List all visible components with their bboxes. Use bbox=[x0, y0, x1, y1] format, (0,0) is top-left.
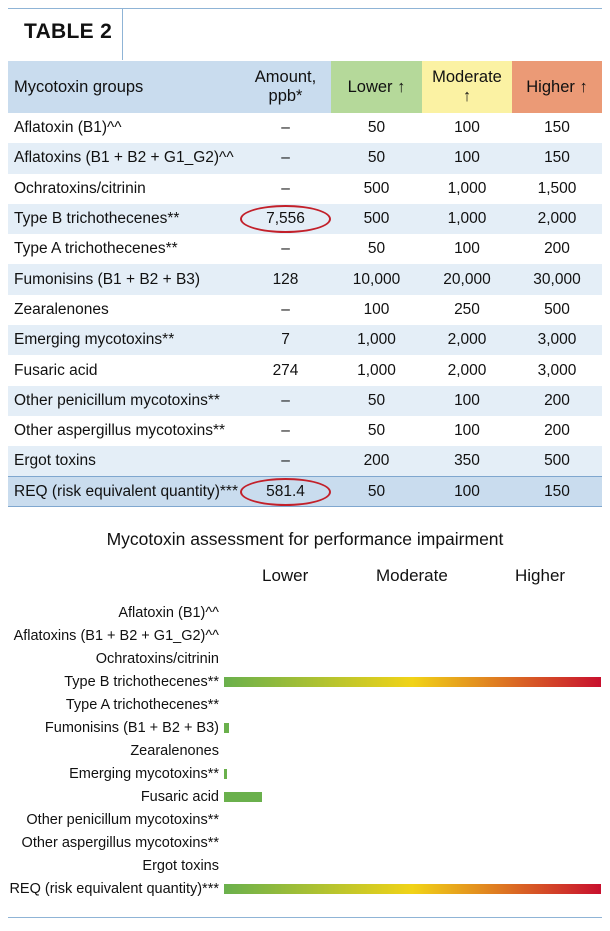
header-higher: Higher ↑ bbox=[512, 61, 602, 113]
cell-moderate: 100 bbox=[454, 422, 480, 440]
table-row bbox=[8, 295, 602, 325]
cell-name: Type B trichothecenes** bbox=[8, 204, 240, 234]
cell-name: Ochratoxins/citrinin bbox=[14, 179, 146, 197]
cell-lower: 100 bbox=[363, 300, 390, 318]
chart-category-label: Other aspergillus mycotoxins** bbox=[21, 835, 219, 851]
cell-name: Other aspergillus mycotoxins** bbox=[14, 422, 226, 440]
scale-label-moderate: Moderate bbox=[376, 566, 448, 585]
header-groups: Mycotoxin groups bbox=[8, 61, 240, 113]
chart-category-label: Fusaric acid bbox=[140, 789, 219, 805]
header-moderate-label: Moderate ↑ bbox=[432, 68, 502, 105]
chart-row bbox=[0, 625, 610, 647]
cell-higher: 2,000 bbox=[512, 204, 602, 234]
cell-name: Aflatoxin (B1)^^ bbox=[14, 119, 122, 137]
chart-category-label: Type B trichothecenes** bbox=[64, 674, 219, 690]
scale-label-lower: Lower bbox=[262, 566, 309, 585]
cell-amount: – bbox=[281, 119, 290, 137]
cell-lower: 50 bbox=[331, 386, 422, 416]
cell-moderate: 100 bbox=[454, 240, 480, 258]
chart-row bbox=[0, 648, 610, 670]
table-row bbox=[8, 416, 602, 446]
table-row bbox=[8, 264, 602, 294]
table-row bbox=[8, 325, 602, 355]
chart-category-label: Ochratoxins/citrinin bbox=[95, 651, 219, 667]
chart-row bbox=[0, 717, 610, 739]
cell-amount: – bbox=[281, 240, 290, 258]
cell-higher: 30,000 bbox=[512, 264, 602, 294]
mycotoxin-table bbox=[8, 61, 602, 507]
cell-name: Zearalenones bbox=[14, 300, 109, 318]
cell-moderate: 100 bbox=[422, 143, 512, 173]
chart-category-label: Zearalenones bbox=[130, 743, 219, 759]
circled-amount: 581.4 bbox=[240, 478, 331, 506]
cell-moderate: 20,000 bbox=[422, 264, 512, 294]
chart-category-label: Ergot toxins bbox=[142, 858, 219, 874]
chart-bar bbox=[224, 723, 229, 733]
scale-label-higher: Higher bbox=[515, 566, 566, 585]
cell-lower: 50 bbox=[331, 477, 422, 507]
cell-lower: 200 bbox=[331, 446, 422, 476]
cell-name: Fumonisins (B1 + B2 + B3) bbox=[8, 264, 240, 294]
table-header-row bbox=[8, 61, 602, 113]
cell-moderate: 100 bbox=[422, 477, 512, 507]
circled-amount: 7,556 bbox=[240, 205, 331, 233]
cell-moderate: 350 bbox=[422, 446, 512, 476]
cell-amount: – bbox=[281, 179, 290, 197]
header-amount bbox=[240, 61, 331, 113]
cell-moderate: 100 bbox=[454, 119, 480, 137]
cell-amount: 274 bbox=[272, 361, 299, 379]
cell-moderate: 2,000 bbox=[422, 325, 512, 355]
chart-row bbox=[0, 855, 610, 877]
header-lower: Lower ↑ bbox=[331, 61, 422, 113]
table-row bbox=[8, 204, 602, 234]
chart-bar bbox=[224, 769, 227, 779]
chart-row bbox=[0, 878, 610, 900]
chart-bar bbox=[224, 677, 601, 687]
table-row bbox=[8, 143, 602, 173]
chart-category-label: Aflatoxins (B1 + B2 + G1_G2)^^ bbox=[13, 628, 219, 644]
cell-lower: 500 bbox=[331, 204, 422, 234]
cell-name: Fusaric acid bbox=[14, 361, 98, 379]
cell-name: Emerging mycotoxins** bbox=[8, 325, 240, 355]
cell-amount: 7 bbox=[240, 325, 331, 355]
cell-lower: 1,000 bbox=[357, 361, 396, 379]
chart-title: Mycotoxin assessment for performance impairment bbox=[106, 529, 504, 549]
cell-lower: 50 bbox=[367, 422, 386, 440]
cell-higher: 1,500 bbox=[537, 179, 577, 197]
cell-lower: 10,000 bbox=[331, 264, 422, 294]
chart-row bbox=[0, 671, 610, 693]
cell-moderate: 2,000 bbox=[447, 361, 487, 379]
cell-higher: 200 bbox=[544, 240, 570, 258]
chart-category-label: Other penicillum mycotoxins** bbox=[26, 812, 219, 828]
table-row bbox=[8, 234, 602, 264]
cell-higher: 500 bbox=[544, 300, 570, 318]
cell-name: Other penicillum mycotoxins** bbox=[8, 386, 240, 416]
cell-lower: 50 bbox=[367, 240, 386, 258]
chart-row bbox=[0, 786, 610, 808]
cell-higher: 3,000 bbox=[537, 361, 577, 379]
table-row bbox=[8, 477, 602, 507]
header-amount-label: Amount, ppb* bbox=[254, 68, 317, 105]
chart-category-label: Fumonisins (B1 + B2 + B3) bbox=[44, 720, 219, 736]
table-row bbox=[8, 174, 602, 204]
cell-amount: – bbox=[240, 386, 331, 416]
header-moderate bbox=[422, 61, 512, 113]
cell-moderate: 100 bbox=[422, 386, 512, 416]
chart-row bbox=[0, 809, 610, 831]
chart-category-label: REQ (risk equivalent quantity)*** bbox=[9, 881, 219, 897]
chart-bar bbox=[224, 792, 262, 802]
chart-row bbox=[0, 602, 610, 624]
cell-amount bbox=[240, 204, 331, 234]
cell-name: REQ (risk equivalent quantity)*** bbox=[8, 477, 240, 507]
table-row bbox=[8, 386, 602, 416]
chart-row bbox=[0, 832, 610, 854]
cell-amount: 128 bbox=[240, 264, 331, 294]
chart-row bbox=[0, 740, 610, 762]
cell-higher: 200 bbox=[544, 422, 570, 440]
table-title: TABLE 2 bbox=[24, 20, 113, 43]
cell-name: Aflatoxins (B1 + B2 + G1_G2)^^ bbox=[8, 143, 240, 173]
chart-row bbox=[0, 694, 610, 716]
cell-amount: – bbox=[240, 446, 331, 476]
cell-lower: 50 bbox=[367, 119, 386, 137]
chart-category-label: Aflatoxin (B1)^^ bbox=[118, 605, 219, 621]
cell-higher: 150 bbox=[512, 477, 602, 507]
table-row bbox=[8, 113, 602, 143]
chart-category-label: Type A trichothecenes** bbox=[65, 697, 219, 713]
cell-amount bbox=[240, 477, 331, 507]
cell-lower: 1,000 bbox=[331, 325, 422, 355]
cell-name: Type A trichothecenes** bbox=[14, 240, 178, 258]
cell-higher: 200 bbox=[512, 386, 602, 416]
cell-moderate: 1,000 bbox=[447, 179, 487, 197]
cell-higher: 3,000 bbox=[512, 325, 602, 355]
cell-higher: 500 bbox=[512, 446, 602, 476]
table-row bbox=[8, 446, 602, 476]
cell-moderate: 1,000 bbox=[422, 204, 512, 234]
bottom-rule bbox=[8, 917, 602, 918]
table-row bbox=[8, 355, 602, 385]
cell-lower: 50 bbox=[331, 143, 422, 173]
chart-category-label: Emerging mycotoxins** bbox=[69, 766, 219, 782]
chart-bar bbox=[224, 884, 601, 894]
cell-amount: – bbox=[281, 422, 290, 440]
cell-name: Ergot toxins bbox=[8, 446, 240, 476]
cell-higher: 150 bbox=[544, 119, 570, 137]
cell-amount: – bbox=[240, 143, 331, 173]
cell-higher: 150 bbox=[512, 143, 602, 173]
cell-lower: 500 bbox=[363, 179, 390, 197]
chart-row bbox=[0, 763, 610, 785]
cell-moderate: 250 bbox=[454, 300, 480, 318]
cell-amount: – bbox=[281, 300, 290, 318]
